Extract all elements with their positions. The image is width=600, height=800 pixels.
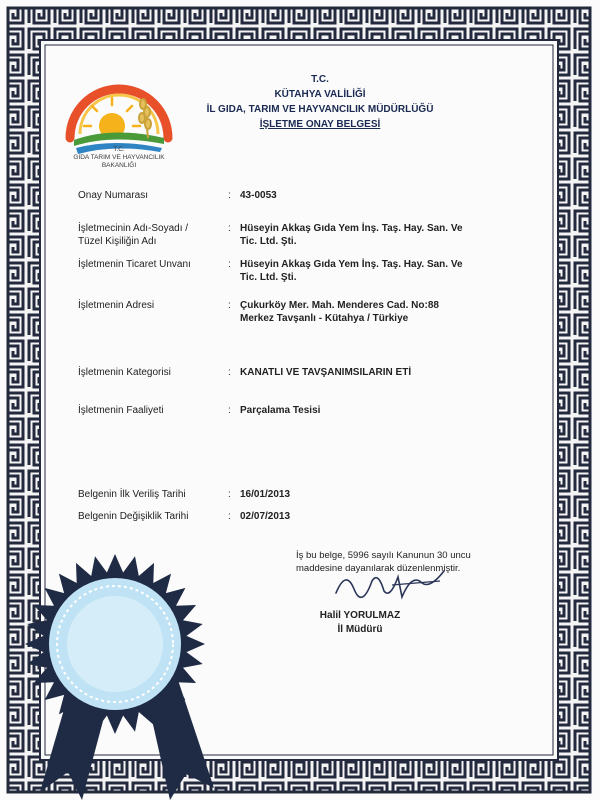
legal-statement-line2: maddesine dayanılarak düzenlenmiştir. — [296, 563, 461, 574]
logo-caption-line1: GIDA TARIM VE HAYVANCILIK — [73, 154, 165, 161]
separator: : — [228, 367, 231, 378]
handwritten-signature — [332, 563, 452, 605]
document-header — [180, 72, 460, 132]
approval-number-value: 43-0053 — [240, 190, 277, 201]
separator: : — [228, 405, 231, 416]
owner-name-value-line2: Tic. Ltd. Şti. — [240, 236, 297, 247]
logo-caption-line2: BAKANLIĞI — [101, 162, 137, 169]
activity-label: İşletmenin Faaliyeti — [78, 405, 164, 416]
first-issue-date-label: Belgenin İlk Veriliş Tarihi — [78, 489, 186, 500]
signer-block — [300, 609, 420, 637]
header-tc: T.C. — [311, 74, 329, 85]
rosette-seal-icon — [10, 552, 220, 800]
owner-name-value-line1: Hüseyin Akkaş Gıda Yem İnş. Taş. Hay. San. Ve — [240, 223, 463, 234]
address-value-line2: Merkez Tavşanlı - Kütahya / Türkiye — [240, 313, 409, 324]
trade-name-label: İşletmenin Ticaret Unvanı — [78, 259, 191, 270]
header-governorship: KÜTAHYA VALİLİĞİ — [274, 89, 366, 100]
owner-name-label-line1: İşletmecinin Adı-Soyadı / — [78, 223, 189, 234]
logo-caption — [52, 146, 186, 170]
separator: : — [228, 300, 231, 311]
separator: : — [228, 223, 231, 234]
separator: : — [228, 259, 231, 270]
modification-date-label: Belgenin Değişiklik Tarihi — [78, 511, 189, 522]
header-directorate: İL GIDA, TARIM VE HAYVANCILIK MÜDÜRLÜĞÜ — [206, 104, 434, 115]
separator: : — [228, 489, 231, 500]
signer-title: İl Müdürü — [337, 624, 383, 635]
modification-date-value: 02/07/2013 — [240, 511, 291, 522]
logo-caption-tc: T.C. — [113, 146, 125, 153]
activity-value: Parçalama Tesisi — [240, 405, 321, 416]
category-value: KANATLI VE TAVŞANIMSILARIN ETİ — [240, 367, 412, 378]
owner-name-label-line2: Tüzel Kişiliğin Adı — [78, 236, 157, 247]
trade-name-value-line1: Hüseyin Akkaş Gıda Yem İnş. Taş. Hay. San. Ve — [240, 259, 463, 270]
approval-number-label: Onay Numarası — [78, 190, 149, 201]
document-title: İŞLETME ONAY BELGESİ — [259, 119, 381, 130]
trade-name-value-line2: Tic. Ltd. Şti. — [240, 272, 297, 283]
legal-statement-line1: İş bu belge, 5996 sayılı Kanunun 30 uncu — [296, 550, 471, 561]
address-label: İşletmenin Adresi — [78, 300, 155, 311]
separator: : — [228, 511, 231, 522]
category-label: İşletmenin Kategorisi — [78, 367, 171, 378]
signer-name: Halil YORULMAZ — [319, 610, 401, 621]
separator: : — [228, 190, 231, 201]
first-issue-date-value: 16/01/2013 — [240, 489, 291, 500]
address-value-line1: Çukurköy Mer. Mah. Menderes Cad. No:88 — [240, 300, 439, 311]
